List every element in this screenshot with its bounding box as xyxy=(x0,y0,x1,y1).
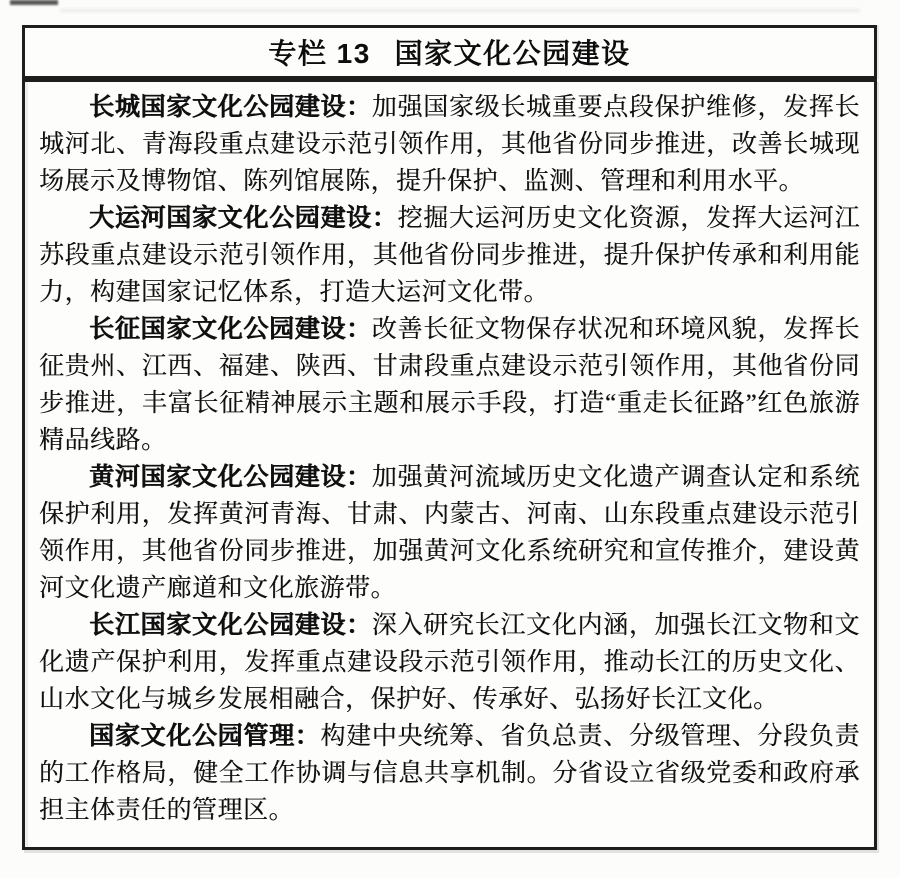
paragraph xyxy=(39,200,860,311)
paragraph-text: 加强黄河流域历史文化遗产调查认定和系统保护利用，发挥黄河青海、甘肃、内蒙古、河南、山东段重点建设示范引领作用，其他省份同步推进，加强黄河文化系统研究和宣传推介，建设黄河文化遗产廊道和文化旅游带。 xyxy=(39,464,860,602)
paragraph xyxy=(39,718,860,829)
panel-body xyxy=(22,79,877,850)
paragraph-text: 改善长征文物保存状况和环境风貌，发挥长征贵州、江西、福建、陕西、甘肃段重点建设示范引领作用，其他省份同步推进，丰富长征精神展示主题和展示手段，打造“重走长征路”红色旅游精品线路。 xyxy=(39,316,860,454)
paragraph-text: 构建中央统筹、省负总责、分级管理、分段负责的工作格局，健全工作协调与信息共享机制。分省设立省级党委和政府承担主体责任的管理区。 xyxy=(39,723,860,824)
paragraph-lead: 长城国家文化公园建设： xyxy=(89,94,372,121)
paragraph-lead: 国家文化公园管理： xyxy=(89,723,321,750)
paragraph xyxy=(39,607,860,718)
scan-artifact-top-left xyxy=(10,0,58,5)
paragraph-lead: 长征国家文化公园建设： xyxy=(89,316,372,343)
paragraph xyxy=(39,89,860,200)
paragraph-text: 挖掘大运河历史文化资源，发挥大运河江苏段重点建设示范引领作用，其他省份同步推进，提升保护传承和利用能力，构建国家记忆体系，打造大运河文化带。 xyxy=(39,205,860,306)
panel-title-prefix: 专栏 13 xyxy=(268,38,371,69)
paragraph-lead: 大运河国家文化公园建设： xyxy=(89,205,398,232)
paragraph-text: 加强国家级长城重要点段保护维修，发挥长城河北、青海段重点建设示范引领作用，其他省份同步推进，改善长城现场展示及博物馆、陈列馆展陈，提升保护、监测、管理和利用水平。 xyxy=(39,94,860,195)
scan-artifact-top-edge xyxy=(60,9,860,12)
paragraph-text: 深入研究长江文化内涵，加强长江文物和文化遗产保护利用，发挥重点建设段示范引领作用，推动长江的历史文化、山水文化与城乡发展相融合，保护好、传承好、弘扬好长江文化。 xyxy=(39,612,860,713)
paragraph xyxy=(39,459,860,607)
paragraph xyxy=(39,311,860,459)
panel-title-text: 国家文化公园建设 xyxy=(394,38,631,69)
panel-title xyxy=(268,32,630,72)
column-box-13 xyxy=(22,25,877,850)
paragraph-lead: 长江国家文化公园建设： xyxy=(89,612,372,639)
paragraph-lead: 黄河国家文化公园建设： xyxy=(89,464,372,491)
panel-header xyxy=(22,25,877,79)
